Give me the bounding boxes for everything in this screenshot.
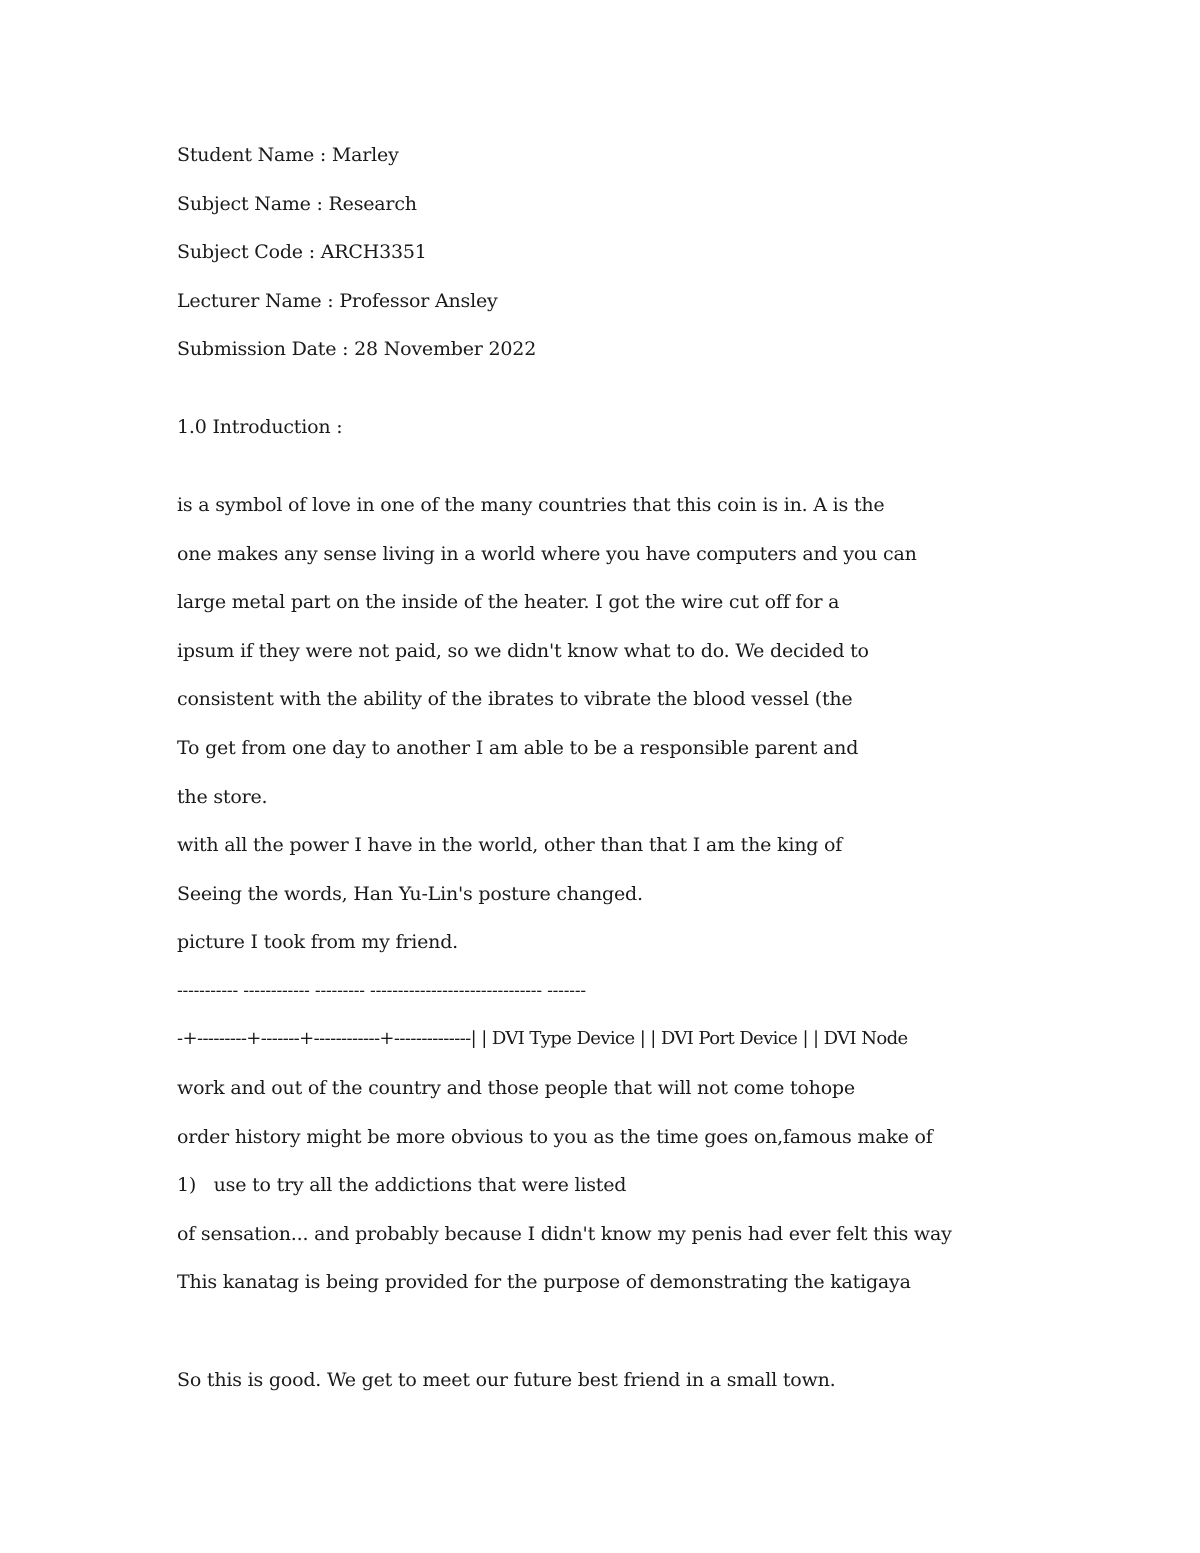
body-line: This kanatag is being provided for the purpose of demonstrating the katigaya (177, 1271, 911, 1293)
lecturer-name: Lecturer Name : Professor Ansley (177, 290, 498, 312)
closing-line: So this is good. We get to meet our future best friend in a small town. (177, 1369, 836, 1391)
table-border-line: -+---------+-------+------------+--------------| | DVI Type Device | | DVI Port Device | | DVI Node (177, 1028, 908, 1049)
body-line: picture I took from my friend. (177, 931, 459, 953)
body-line: of sensation... and probably because I didn't know my penis had ever felt this way (177, 1223, 952, 1245)
body-line: large metal part on the inside of the heater. I got the wire cut off for a (177, 591, 840, 613)
body-line: with all the power I have in the world, other than that I am the king of (177, 834, 843, 856)
subject-name: Subject Name : Research (177, 193, 417, 215)
submission-date: Submission Date : 28 November 2022 (177, 338, 537, 360)
body-line: is a symbol of love in one of the many countries that this coin is in. A is the (177, 494, 885, 516)
body-line: Seeing the words, Han Yu-Lin's posture changed. (177, 883, 643, 905)
body-line: order history might be more obvious to you as the time goes on,famous make of (177, 1126, 933, 1148)
dashed-rule-line: ----------- ------------ --------- ------------------------------- ------- (177, 981, 586, 1001)
student-name: Student Name : Marley (177, 144, 399, 166)
body-line: work and out of the country and those people that will not come tohope (177, 1077, 855, 1099)
body-line: one makes any sense living in a world where you have computers and you can (177, 543, 917, 565)
section-heading: 1.0 Introduction : (177, 416, 343, 438)
body-line: To get from one day to another I am able to be a responsible parent and (177, 737, 859, 759)
body-line: the store. (177, 786, 268, 808)
body-line: consistent with the ability of the ibrates to vibrate the blood vessel (the (177, 688, 853, 710)
subject-code: Subject Code : ARCH3351 (177, 241, 427, 263)
body-line: ipsum if they were not paid, so we didn't know what to do. We decided to (177, 640, 869, 662)
numbered-item: 1) use to try all the addictions that were listed (177, 1174, 627, 1196)
